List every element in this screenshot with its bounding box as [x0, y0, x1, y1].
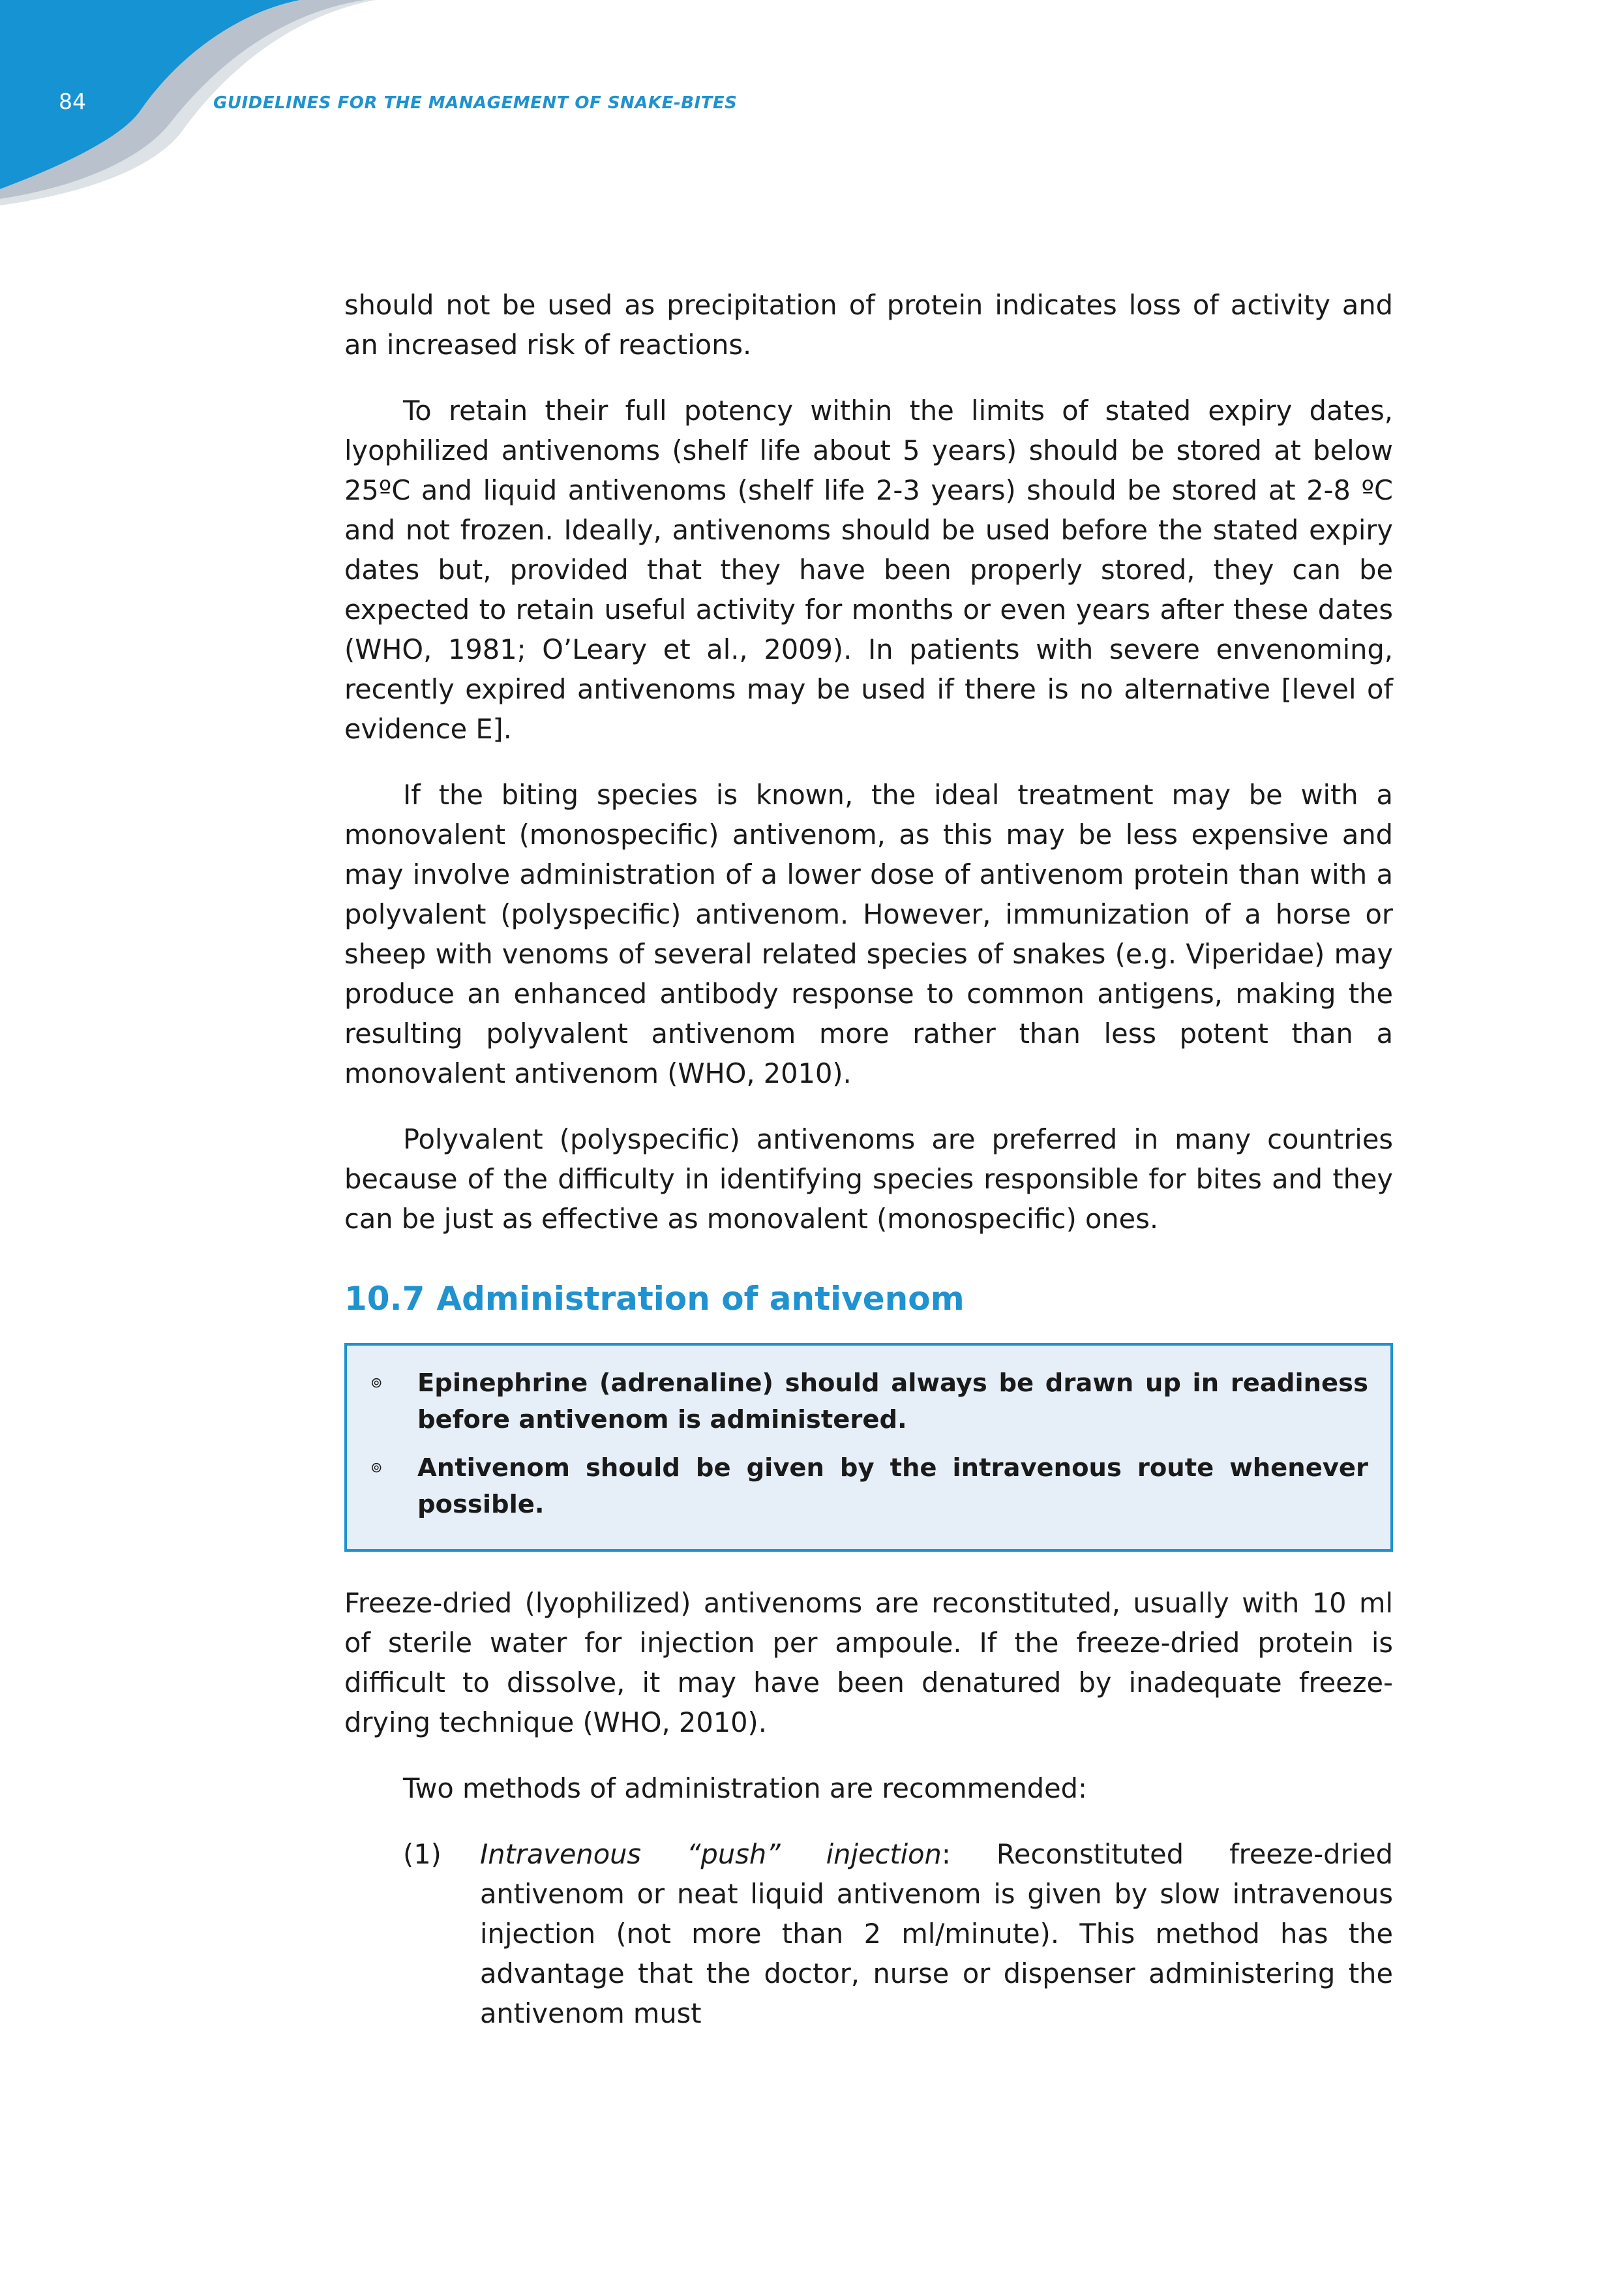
key-point-item — [369, 1450, 1368, 1523]
page-body — [344, 285, 1393, 2033]
method-list-item — [403, 1834, 1393, 2033]
paragraph-methods-intro: Two methods of administration are recommended: — [403, 1772, 1087, 1804]
key-point-intravenous-route: Antivenom should be given by the intravenous route whenever possible. — [417, 1453, 1368, 1519]
running-head-title: GUIDELINES FOR THE MANAGEMENT OF SNAKE-BITES — [213, 93, 738, 113]
method-term: Intravenous “push” injection — [480, 1838, 942, 1870]
paragraph-storage-continuation: should not be used as precipitation of protein indicates loss of activity and an increased risk of reactions. — [344, 289, 1393, 361]
page-number: 84 — [59, 89, 86, 114]
section-title: Administration of antivenom — [436, 1280, 965, 1318]
section-number: 10.7 — [344, 1280, 425, 1318]
paragraph-polyvalent-preferred: Polyvalent (polyspecific) antivenoms are preferred in many countries because of the difficulty in identifying species responsible for bites and they can be just as effective as monovalent (monospecific) ones. — [344, 1123, 1393, 1235]
section-heading — [344, 1279, 1393, 1318]
circle-bullet-icon: ⊚ — [370, 1375, 383, 1391]
paragraph-reconstitution: Freeze-dried (lyophilized) antivenoms are reconstituted, usually with 10 ml of sterile water for injection per ampoule. If the freeze-dried protein is difficult to dissolve, it may have been denatured by inadequate freeze-drying technique (WHO, 2010). — [344, 1587, 1393, 1738]
method-number: (1) — [403, 1838, 442, 1870]
key-point-item — [369, 1365, 1368, 1438]
paragraph-potency-expiry: To retain their full potency within the limits of stated expiry dates, lyophilized antivenoms (shelf life about 5 years) should be stored at below 25ºC and liquid antivenoms (shelf life 2-3 years) should be stored at 2-8 ºC and not frozen. Ideally, antivenoms should be used before the stated expiry dates but, provided that they have been properly stored, they can be expected to retain useful activity for months or even years after these dates (WHO, 1981; O’Leary et al., 2009). In patients with severe envenoming, recently expired antivenoms may be used if there is no alternative [level of evidence E]. — [344, 395, 1393, 745]
method-text: : Reconstituted freeze-dried antivenom or neat liquid antivenom is given by slow intravenous injection (not more than 2 ml/minute). This method has the advantage that the doctor, nurse or dispenser administering the antivenom must — [480, 1838, 1393, 2029]
key-points-box — [344, 1343, 1393, 1552]
key-point-epinephrine: Epinephrine (adrenaline) should always be drawn up in readiness before antivenom is administered. — [417, 1368, 1368, 1434]
method-description — [480, 1834, 1393, 2033]
paragraph-monovalent-vs-polyvalent: If the biting species is known, the ideal treatment may be with a monovalent (monospecific) antivenom, as this may be less expensive and may involve administration of a lower dose of antivenom protein than with a polyvalent (polyspecific) antivenom. However, immunization of a horse or sheep with venoms of several related species of snakes (e.g. Viperidae) may produce an enhanced antibody response to common antigens, making the resulting polyvalent antivenom more rather than less potent than a monovalent antivenom (WHO, 2010). — [344, 779, 1393, 1089]
circle-bullet-icon: ⊚ — [370, 1460, 383, 1476]
